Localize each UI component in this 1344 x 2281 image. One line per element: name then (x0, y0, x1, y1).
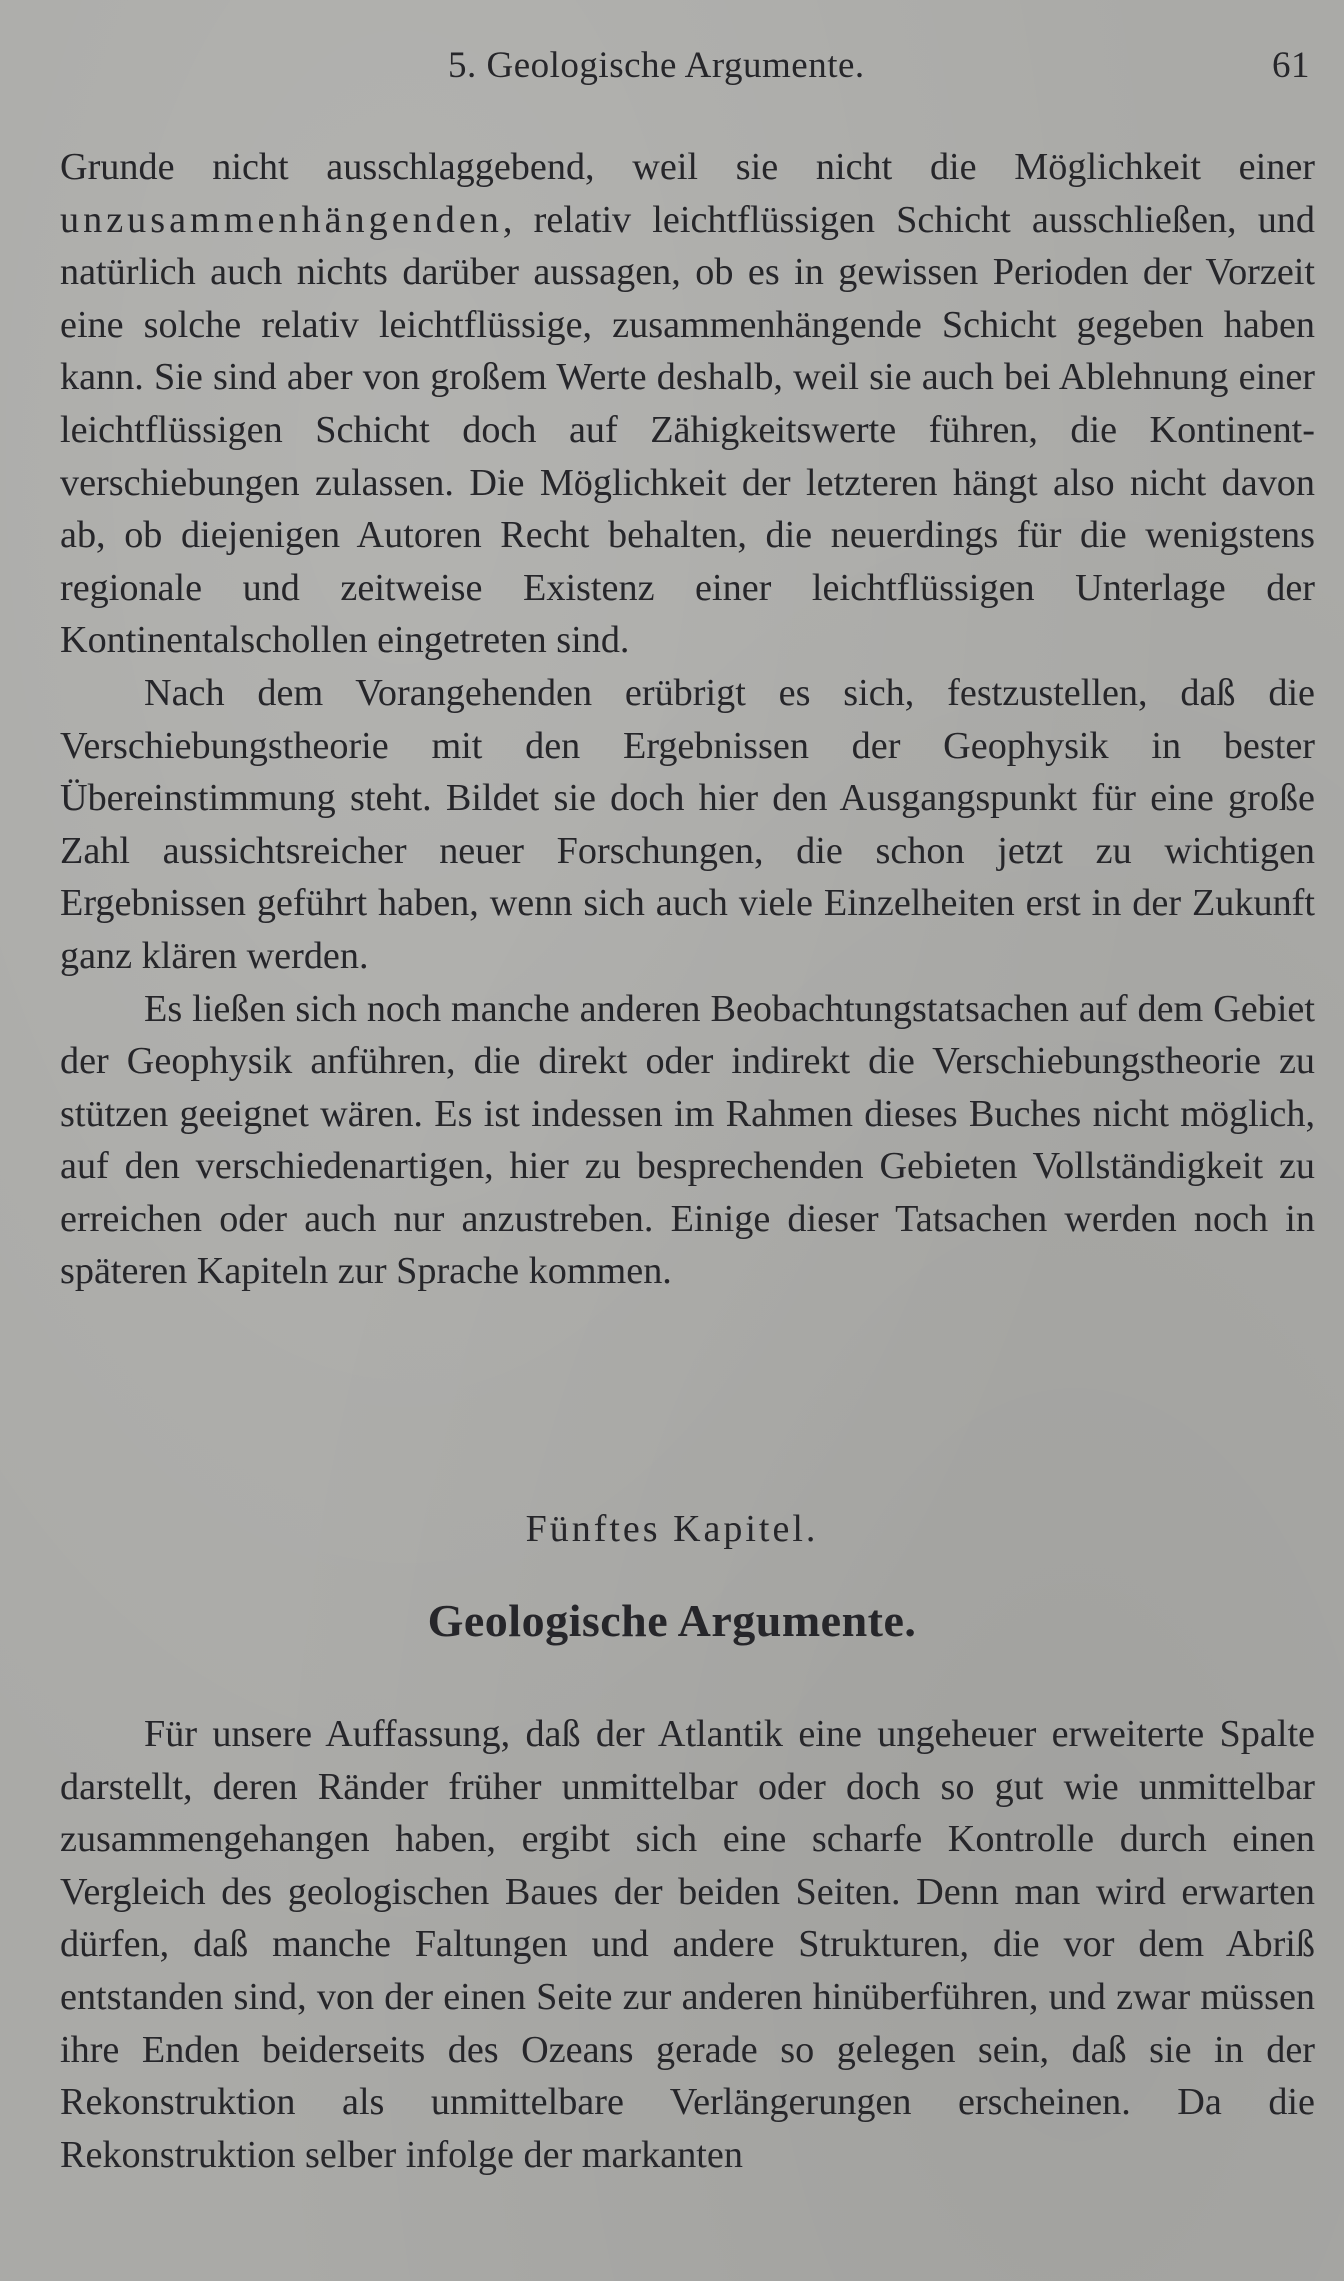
paragraph-1-part-a: Grunde nicht ausschlaggebend, weil sie nicht die Möglichkeit einer (60, 146, 1315, 188)
page-number: 61 (1272, 45, 1310, 86)
paragraph-2: Nach dem Vorangehenden erübrigt es sich, festzustellen, daß die Verschiebungstheorie mit den Ergebnissen der Geophysik in bester Übereinstimmung steht. Bildet sie doch hier den Ausgangspunkt für eine große Zahl aussichtsreicher neuer Forschungen, die schon jetzt zu wichtigen Ergebnissen geführt haben, wenn sich auch viele Einzelheiten erst in der Zukunft ganz klären werden. (60, 671, 1315, 977)
paragraph-1 (60, 141, 1315, 667)
running-title: 5. Geologische Argumente. (448, 45, 865, 86)
paragraph-4: Für unsere Auffassung, daß der Atlantik eine ungeheuer erweiterte Spalte darstellt, deren Ränder früher unmittelbar oder doch so gut wie unmittelbar zusammengehangen haben, ergibt sich eine scharfe Kontrolle durch einen Vergleich des geologischen Baues der beiden Seiten. Denn man wird erwarten dürfen, daß manche Faltungen und andere Strukturen, die vor dem Abriß entstanden sind, von der einen Seite zur anderen hinüberführen, und zwar müssen ihre Enden beiderseits des Ozeans gerade so gelegen sein, daß sie in der Rekonstruktion als unmittelbare Verlängerungen erscheinen. Da die Rekonstruktion selber infolge der markanten (60, 1713, 1315, 2176)
chapter-label: Fünftes Kapitel. (525, 1508, 819, 1550)
spaced-emphasis: unzusammenhängenden (60, 198, 503, 241)
chapter-title: Geologische Argumente. (427, 1595, 917, 1646)
body-text-section-1 (60, 141, 1315, 1298)
paragraph-3: Es ließen sich noch manche anderen Beobachtungstatsachen auf dem Gebiet der Geophysik anführen, die direkt oder indirekt die Verschiebungstheorie zu stützen geeignet wären. Es ist indessen im Rahmen dieses Buches nicht möglich, auf den verschiedenartigen, hier zu besprechenden Gebieten Vollständigkeit zu erreichen oder auch nur anzustreben. Einige dieser Tatsachen werden noch in späteren Kapiteln zur Sprache kommen. (60, 987, 1315, 1293)
paragraph-1-part-b: , relativ leichtflüssigen Schicht ausschließen, und natürlich auch nichts darüber aussagen, ob es in gewissen Perioden der Vorzeit eine solche relativ leichtflüssige, zusammenhängende Schicht gegeben haben kann. Sie sind aber von großem Werte deshalb, weil sie auch bei Ablehnung einer leichtflüssigen Schicht doch auf Zähigkeitswerte führen, die Kontinentverschiebungen zulassen. Die Möglichkeit der letzteren hängt also nicht davon ab, ob diejenigen Autoren Recht behalten, die neuerdings für die wenigstens regionale und zeitweise Existenz einer leichtflüssigen Unterlage der Kontinentalschollen eingetreten sind. (60, 198, 1315, 662)
body-text-section-2 (60, 1708, 1315, 2181)
running-header (0, 38, 1344, 94)
